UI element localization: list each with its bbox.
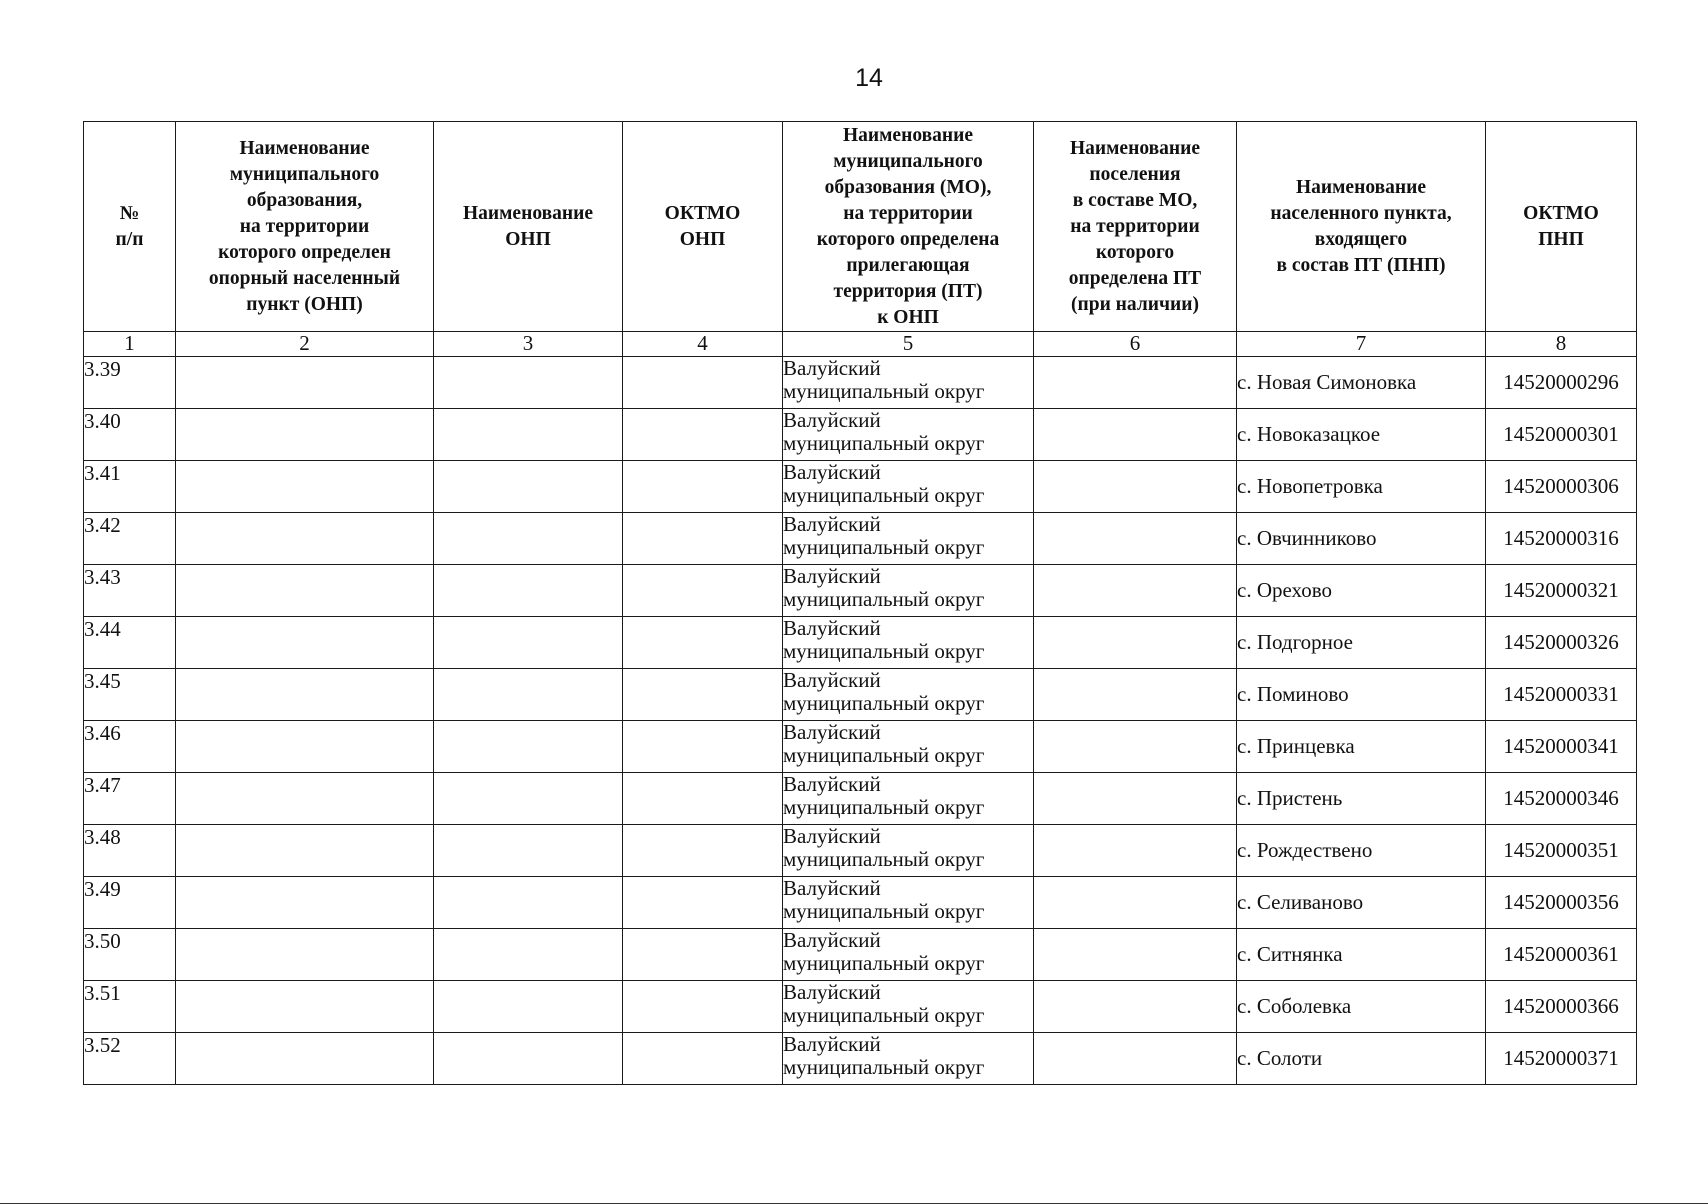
cell-settlement [1034,1033,1237,1085]
cell-pnp-oktmo: 14520000316 [1486,513,1637,565]
column-number: 3 [434,332,623,357]
cell-pnp-oktmo: 14520000356 [1486,877,1637,929]
cell-pnp-oktmo: 14520000326 [1486,617,1637,669]
column-number: 6 [1034,332,1237,357]
column-number: 4 [623,332,783,357]
cell-pnp-oktmo: 14520000341 [1486,721,1637,773]
cell-onp-municipality [176,825,434,877]
cell-settlement [1034,877,1237,929]
cell-onp-municipality [176,669,434,721]
cell-onp-oktmo [623,721,783,773]
cell-settlement [1034,617,1237,669]
cell-pnp-oktmo: 14520000351 [1486,825,1637,877]
cell-onp-oktmo [623,981,783,1033]
cell-onp-municipality [176,513,434,565]
cell-settlement [1034,981,1237,1033]
row-number: 3.46 [84,721,176,773]
cell-onp-name [434,1033,623,1085]
header-cell-2: Наименование муниципального образования, на территории которого определен опорный населенный пункт (ОНП) [176,122,434,332]
cell-onp-name [434,461,623,513]
row-number: 3.51 [84,981,176,1033]
cell-pnp-oktmo: 14520000321 [1486,565,1637,617]
cell-onp-name [434,565,623,617]
cell-pt-municipality: Валуйский муниципальный округ [783,981,1034,1033]
table-row [84,721,1637,773]
cell-settlement [1034,721,1237,773]
cell-pt-municipality: Валуйский муниципальный округ [783,357,1034,409]
cell-pnp-name: с. Новоказацкое [1237,409,1486,461]
cell-onp-oktmo [623,565,783,617]
row-number: 3.39 [84,357,176,409]
cell-onp-municipality [176,565,434,617]
cell-settlement [1034,565,1237,617]
row-number: 3.45 [84,669,176,721]
cell-onp-oktmo [623,1033,783,1085]
column-number: 5 [783,332,1034,357]
cell-onp-oktmo [623,513,783,565]
cell-onp-name [434,721,623,773]
cell-onp-oktmo [623,877,783,929]
cell-settlement [1034,825,1237,877]
cell-pnp-name: с. Селиваново [1237,877,1486,929]
cell-onp-municipality [176,1033,434,1085]
row-number: 3.40 [84,409,176,461]
table-row [84,617,1637,669]
cell-onp-name [434,357,623,409]
header-row [84,122,1637,332]
cell-onp-municipality [176,409,434,461]
cell-onp-oktmo [623,357,783,409]
cell-pnp-name: с. Овчинниково [1237,513,1486,565]
table-row [84,357,1637,409]
cell-onp-name [434,929,623,981]
cell-pnp-name: с. Орехово [1237,565,1486,617]
cell-onp-municipality [176,357,434,409]
cell-pnp-oktmo: 14520000346 [1486,773,1637,825]
cell-settlement [1034,357,1237,409]
cell-onp-name [434,617,623,669]
header-cell-6: Наименование поселения в составе МО, на территории которого определена ПТ (при наличии) [1034,122,1237,332]
cell-onp-municipality [176,929,434,981]
table-row [84,877,1637,929]
table-row [84,773,1637,825]
page-number: 14 [855,64,883,92]
row-number: 3.52 [84,1033,176,1085]
cell-onp-name [434,877,623,929]
cell-pt-municipality: Валуйский муниципальный округ [783,721,1034,773]
header-cell-3: Наименование ОНП [434,122,623,332]
settlements-table [83,121,1637,1085]
cell-pnp-name: с. Пристень [1237,773,1486,825]
cell-settlement [1034,773,1237,825]
cell-onp-name [434,409,623,461]
cell-pt-municipality: Валуйский муниципальный округ [783,877,1034,929]
cell-onp-name [434,669,623,721]
cell-settlement [1034,513,1237,565]
row-number: 3.48 [84,825,176,877]
table-row [84,929,1637,981]
cell-onp-municipality [176,981,434,1033]
cell-settlement [1034,409,1237,461]
header-cell-5: Наименование муниципального образования (МО), на территории которого определена прилегающая территория (ПТ) к ОНП [783,122,1034,332]
header-cell-4: ОКТМО ОНП [623,122,783,332]
cell-pnp-oktmo: 14520000361 [1486,929,1637,981]
cell-pt-municipality: Валуйский муниципальный округ [783,461,1034,513]
column-number: 2 [176,332,434,357]
row-number: 3.47 [84,773,176,825]
cell-pnp-oktmo: 14520000331 [1486,669,1637,721]
cell-pnp-name: с. Новопетровка [1237,461,1486,513]
row-number: 3.44 [84,617,176,669]
cell-pnp-oktmo: 14520000296 [1486,357,1637,409]
row-number: 3.41 [84,461,176,513]
cell-onp-oktmo [623,773,783,825]
cell-pnp-oktmo: 14520000301 [1486,409,1637,461]
column-number: 7 [1237,332,1486,357]
cell-onp-name [434,825,623,877]
cell-pnp-oktmo: 14520000306 [1486,461,1637,513]
cell-onp-oktmo [623,669,783,721]
cell-onp-oktmo [623,409,783,461]
cell-onp-municipality [176,721,434,773]
cell-settlement [1034,461,1237,513]
cell-onp-oktmo [623,929,783,981]
header-cell-8: ОКТМО ПНП [1486,122,1637,332]
cell-pt-municipality: Валуйский муниципальный округ [783,929,1034,981]
cell-pt-municipality: Валуйский муниципальный округ [783,513,1034,565]
cell-pt-municipality: Валуйский муниципальный округ [783,825,1034,877]
cell-pt-municipality: Валуйский муниципальный округ [783,617,1034,669]
column-number: 1 [84,332,176,357]
cell-onp-oktmo [623,825,783,877]
table-row [84,1033,1637,1085]
cell-onp-oktmo [623,461,783,513]
cell-onp-municipality [176,461,434,513]
header-cell-7: Наименование населенного пункта, входящего в состав ПТ (ПНП) [1237,122,1486,332]
cell-settlement [1034,669,1237,721]
row-number: 3.42 [84,513,176,565]
cell-onp-name [434,981,623,1033]
cell-pnp-name: с. Новая Симоновка [1237,357,1486,409]
row-number: 3.50 [84,929,176,981]
cell-onp-oktmo [623,617,783,669]
table-row [84,981,1637,1033]
cell-pnp-name: с. Принцевка [1237,721,1486,773]
cell-pnp-name: с. Рождествено [1237,825,1486,877]
column-number-row [84,332,1637,357]
cell-pnp-name: с. Соболевка [1237,981,1486,1033]
column-number: 8 [1486,332,1637,357]
cell-pnp-name: с. Подгорное [1237,617,1486,669]
row-number: 3.43 [84,565,176,617]
table-row [84,461,1637,513]
cell-onp-municipality [176,877,434,929]
table-row [84,513,1637,565]
cell-pnp-name: с. Поминово [1237,669,1486,721]
cell-pnp-name: с. Ситнянка [1237,929,1486,981]
cell-onp-name [434,513,623,565]
table-row [84,409,1637,461]
row-number: 3.49 [84,877,176,929]
cell-pt-municipality: Валуйский муниципальный округ [783,1033,1034,1085]
cell-pnp-oktmo: 14520000366 [1486,981,1637,1033]
cell-onp-name [434,773,623,825]
table-row [84,825,1637,877]
cell-onp-municipality [176,773,434,825]
table-body [84,357,1637,1085]
cell-pnp-oktmo: 14520000371 [1486,1033,1637,1085]
cell-pt-municipality: Валуйский муниципальный округ [783,669,1034,721]
table-row [84,669,1637,721]
cell-settlement [1034,929,1237,981]
cell-pt-municipality: Валуйский муниципальный округ [783,409,1034,461]
cell-pt-municipality: Валуйский муниципальный округ [783,773,1034,825]
table-row [84,565,1637,617]
header-cell-1: № п/п [84,122,176,332]
cell-onp-municipality [176,617,434,669]
cell-pt-municipality: Валуйский муниципальный округ [783,565,1034,617]
cell-pnp-name: с. Солоти [1237,1033,1486,1085]
